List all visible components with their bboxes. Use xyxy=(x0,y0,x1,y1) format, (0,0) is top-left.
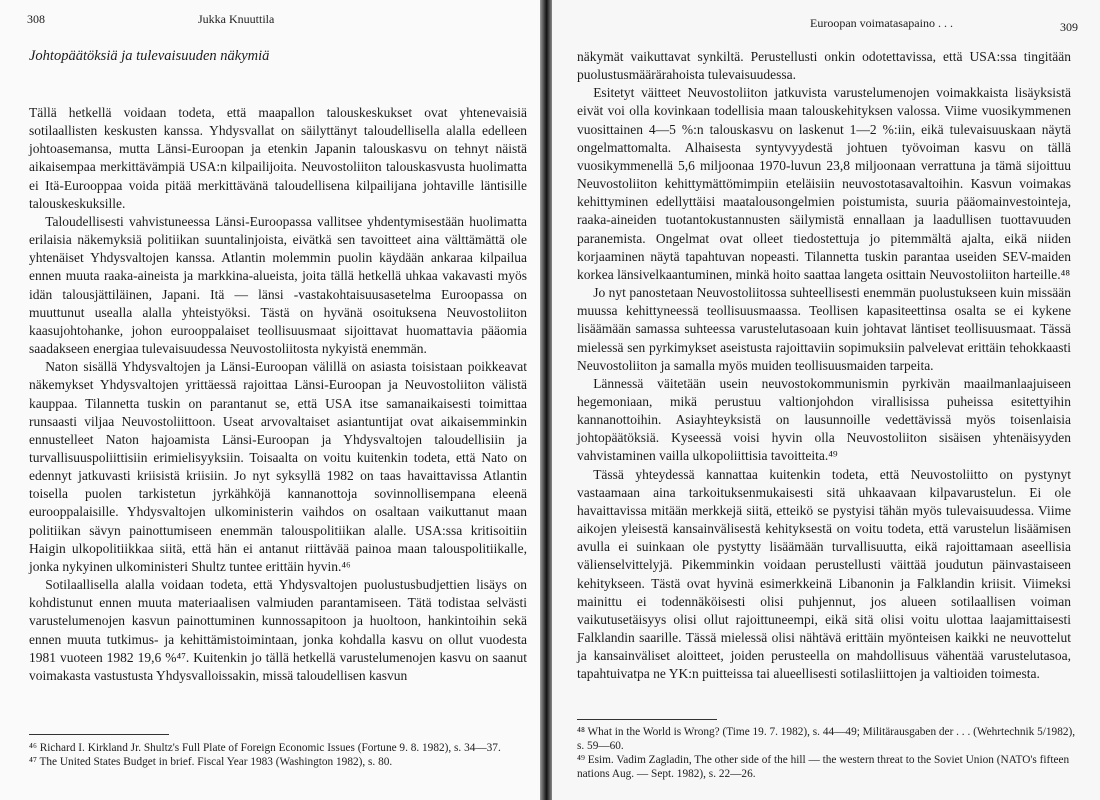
footnote: ⁴⁹ Esim. Vadim Zagladin, The other side of the hill — the western threat to the Soviet Union (NATO's fifteen nations Aug. — Sept. 1982), s. 22—26. xyxy=(577,754,1070,780)
footnote: ⁴⁷ The United States Budget in brief. Fiscal Year 1983 (Washington 1982), s. 80. xyxy=(29,756,393,768)
body-text xyxy=(577,48,1071,683)
footnote: ⁴⁶ Richard I. Kirkland Jr. Shultz's Full Plate of Foreign Economic Issues (Fortune 9. 8. 1982), s. 34—37. xyxy=(29,742,501,754)
paragraph: Naton sisällä Yhdysvaltojen ja Länsi-Euroopan välillä on asiasta toisistaan poikkeavat näkemykset Yhdysvaltojen yrittäessä rajoittaa Länsi-Euroopan ja Neuvostoliiton välistä kauppaa. Tilannetta tuskin on parantanut se, että USA itse samanaikaisesti toimittaa runsaasti viljaa Neuvostoliittoon. Useat arvovaltaiset asiantuntijat ovat aikaisemminkin ennustelleet Naton hajoamista Länsi-Euroopan ja Yhdysvaltojen taloudellisiin ja turvallisuuspoliittisiin erimielisyyksiin. Toisaalta on voitu kuitenkin todeta, että Nato on edennyt jatkuvasti kriisistä kriisiin. Jo nyt syksyllä 1982 on taas havaittavissa Atlantin toisella puolen tarkistetun jyrkähköjä kannanottoja sovinnollisempana eleenä eurooppalaisille. Yhdysvaltojen ulkoministerin vaihdos on osaltaan vaikuttanut maan politiikan sävyn painottumiseen enemmän talouspolitiikan alalle. USA:ssa kritisoitiin Haigin ulkopolitiikkaa siitä, että hän ei antanut riittävää painoa maan talouspolitiikalle, jonka nykyinen ulkoministeri Shultz tuntee erittäin hyvin.⁴⁶ xyxy=(29,359,527,574)
section-title: Johtopäätöksiä ja tulevaisuuden näkymiä xyxy=(29,48,270,64)
paragraph: Tällä hetkellä voidaan todeta, että maapallon talouskeskukset ovat yhtenevaisiä sotilaallisten keskusten kanssa. Yhdysvallat on säilyttänyt taloudellisella alalla edelleen johtoasemansa, mutta Länsi-Euroopan ja etenkin Japanin talouskasvu on tehnyt näistä aikaisempaa merkittävämpiä USA:n kilpailijoita. Neuvostoliiton talouskasvusta huolimatta ei Itä-Eurooppaa voida pitää merkittävänä taloudellisena kilpailijana johtaville läntisille talouskeskuksille. xyxy=(29,105,527,211)
footnotes xyxy=(29,741,529,769)
footnote: ⁴⁸ What in the World is Wrong? (Time 19. 7. 1982), s. 44—49; Militärausgaben der . . . (Wehrtechnik 5/1982), s. 59—60. xyxy=(577,726,1076,752)
book-gutter xyxy=(540,0,552,800)
footnote-rule xyxy=(29,734,169,735)
body-text xyxy=(29,104,527,685)
paragraph: näkymät vaikuttavat synkiltä. Perustellusti onkin odotettavissa, että USA:ssa tingitään puolustusmäärärahoista tulevaisuudessa. xyxy=(577,49,1071,83)
paragraph: Tässä yhteydessä kannattaa kuitenkin todeta, että Neuvostoliitto on pystynyt vastaamaan aina tarkoituksenmukaisesti sitä uhkaavaan kilpavarustelun. Ei ole havaittavissa mitään merkkejä siitä, etteikö se pystyisi tähän myös tulevaisuudessa. Viime aikojen yleisestä kansainvälisestä kehityksestä on voitu todeta, että varustelun lisäämisen avulla ei suinkaan ole pystytty lisäämään turvallisuutta, eikä rajoittamaan aseellisia välienselvittelyjä. Pikemminkin voidaan perustellusti väittää joudutun päinvastaiseen kehitykseen. Tästä ovat hyvinä esimerkkeinä Libanonin ja Falklandin kriisit. Viimeksi mainittu ei todennäköisesti olisi puhjennut, jos alueen sotilaallisen voiman vaikutusetäisyys olisi ollut rajoittuneempi, eikä sitä olisi voitu ulottaa laajamittaisesti Falklandin saarille. Tässä mielessä olisi nähtävä erittäin myönteisen kaikki ne neuvottelut ja kansainväliset aloitteet, joiden perusteella on mahdollisuus vähentää varustelutasoa, tapahtuivatpa ne YK:n puitteissa tai alueellisesti sotilasliittojen ja valtioiden toimesta. xyxy=(577,466,1071,682)
running-head: Euroopan voimatasapaino . . . xyxy=(810,16,953,30)
right-page xyxy=(552,0,1100,800)
paragraph: Sotilaallisella alalla voidaan todeta, että Yhdysvaltojen puolustusbudjettien lisäys on kohdistunut ennen muuta materiaalisen valmiuden parantamiseen. Tätä todistaa selvästi varustelumenojen kasvun painottuminen kunnossapitoon ja huoltoon, hankintoihin sekä ennen muuta tutkimus- ja kehittämistoimintaan, jonka kohdalla kasvu on ollut vuodesta 1981 vuoteen 1982 19,6 %⁴⁷. Kuitenkin jo tällä hetkellä varustelumenojen kasvu on saanut voimakasta vastustusta Yhdysvalloissakin, missä taloudellisen kasvun xyxy=(29,577,527,683)
paragraph: Esitetyt väitteet Neuvostoliiton jatkuvista varustelumenojen voimakkaista lisäyksistä eivät voi olla kovinkaan todellisia maan talouskehityksen valossa. Viime vuosikymmenen vuosittainen 4—5 %:n talouskasvu on laskenut 1—2 %:iin, eikä tulevaisuuskaan näytä ongelmattomalta. Alhaisesta syntyvyydestä johtuen työvoiman kasvu on tällä vuosikymmenellä 5,6 miljoonaa 1970-luvun 23,8 miljoonaan verrattuna ja tämä sijoittuu Neuvostoliiton kehittymättömimpiin eteläisiin neuvostotasavaltoihin. Kasvun voimakas kehittyminen edellyttäisi maatalousongelmien poistumista, suuria pääomainvestointeja, raaka-aineiden tuotantokustannusten säilymistä ennallaan ja laadullisen tuottavuuden paranemista. Ongelmat ovat olleet tiedostettuja jo pitemmältä ajalta, eikä niiden korjaaminen näytä tapahtuvan nopeasti. Tilannetta tuskin parantaa useiden SEV-maiden korkea länsivelkaantuminen, minkä hoito saattaa langeta osittain Neuvostoliiton harteille.⁴⁸ xyxy=(577,85,1071,282)
paragraph: Jo nyt panostetaan Neuvostoliitossa suhteellisesti enemmän puolustukseen kuin missään muussa kehittyneessä teollisuusmaassa. Teollisen kapasiteettinsa osalta se ei kykene lisäämään samassa suhteessa varustelutasoaan kuin johtavat läntiset teollisuusmaat. Tässä mielessä sen pyrkimykset aseistusta rajoittaviin sopimuksiin palvelevat erittäin tehokkaasti Neuvostoliiton ja samalla myös muiden teollisuusmaiden tarpeita. xyxy=(577,285,1071,373)
paragraph: Lännessä väitetään usein neuvostokommunismin pyrkivän maailmanlaajuiseen hegemoniaan, mikä perustuu valtionjohdon virallisissa puheissa esitettyihin kannanottoihin. Asiayhteyksistä on lausunnoille vedettävissä myös toisenlaisia johtopäätöksiä. Kyseessä voisi hyvin olla Neuvostoliiton sisäisen yhtenäisyyden vahvistaminen vailla ulkopoliittisia tavoitteita.⁴⁹ xyxy=(577,375,1071,464)
footnote-rule xyxy=(577,719,717,720)
running-head: Jukka Knuuttila xyxy=(198,12,275,26)
footnotes xyxy=(577,725,1077,781)
left-page xyxy=(0,0,540,800)
page-number: 309 xyxy=(1060,20,1078,34)
page-number: 308 xyxy=(27,12,45,26)
paragraph: Taloudellisesti vahvistuneessa Länsi-Euroopassa vallitsee yhdentymisestään huolimatta erilaisia näkemyksiä politiikan suuntalinjoista, eivätkä sen tavoitteet aina välttämättä ole yhtenäiset Yhdysvaltojen kanssa. Atlantin molemmin puolin käydään ankaraa kilpailua ennen muuta raaka-aineista ja markkina-alueista, joita tällä hetkellä uhkaa vakavasti myös idän talousjättiläinen, Japani. Itä — länsi -vastakohtaisuusasetelma Euroopassa on muuttunut usealla alalla yhteistyöksi. Tästä on hyvänä osoituksena Neuvostoliiton kaasujohtohanke, johon eurooppalaiset teollisuusmaat sijoittavat huomattavia pääomia saadakseen energiaa tulevaisuudessa Neuvostoliitosta nykyistä enemmän. xyxy=(29,213,527,357)
